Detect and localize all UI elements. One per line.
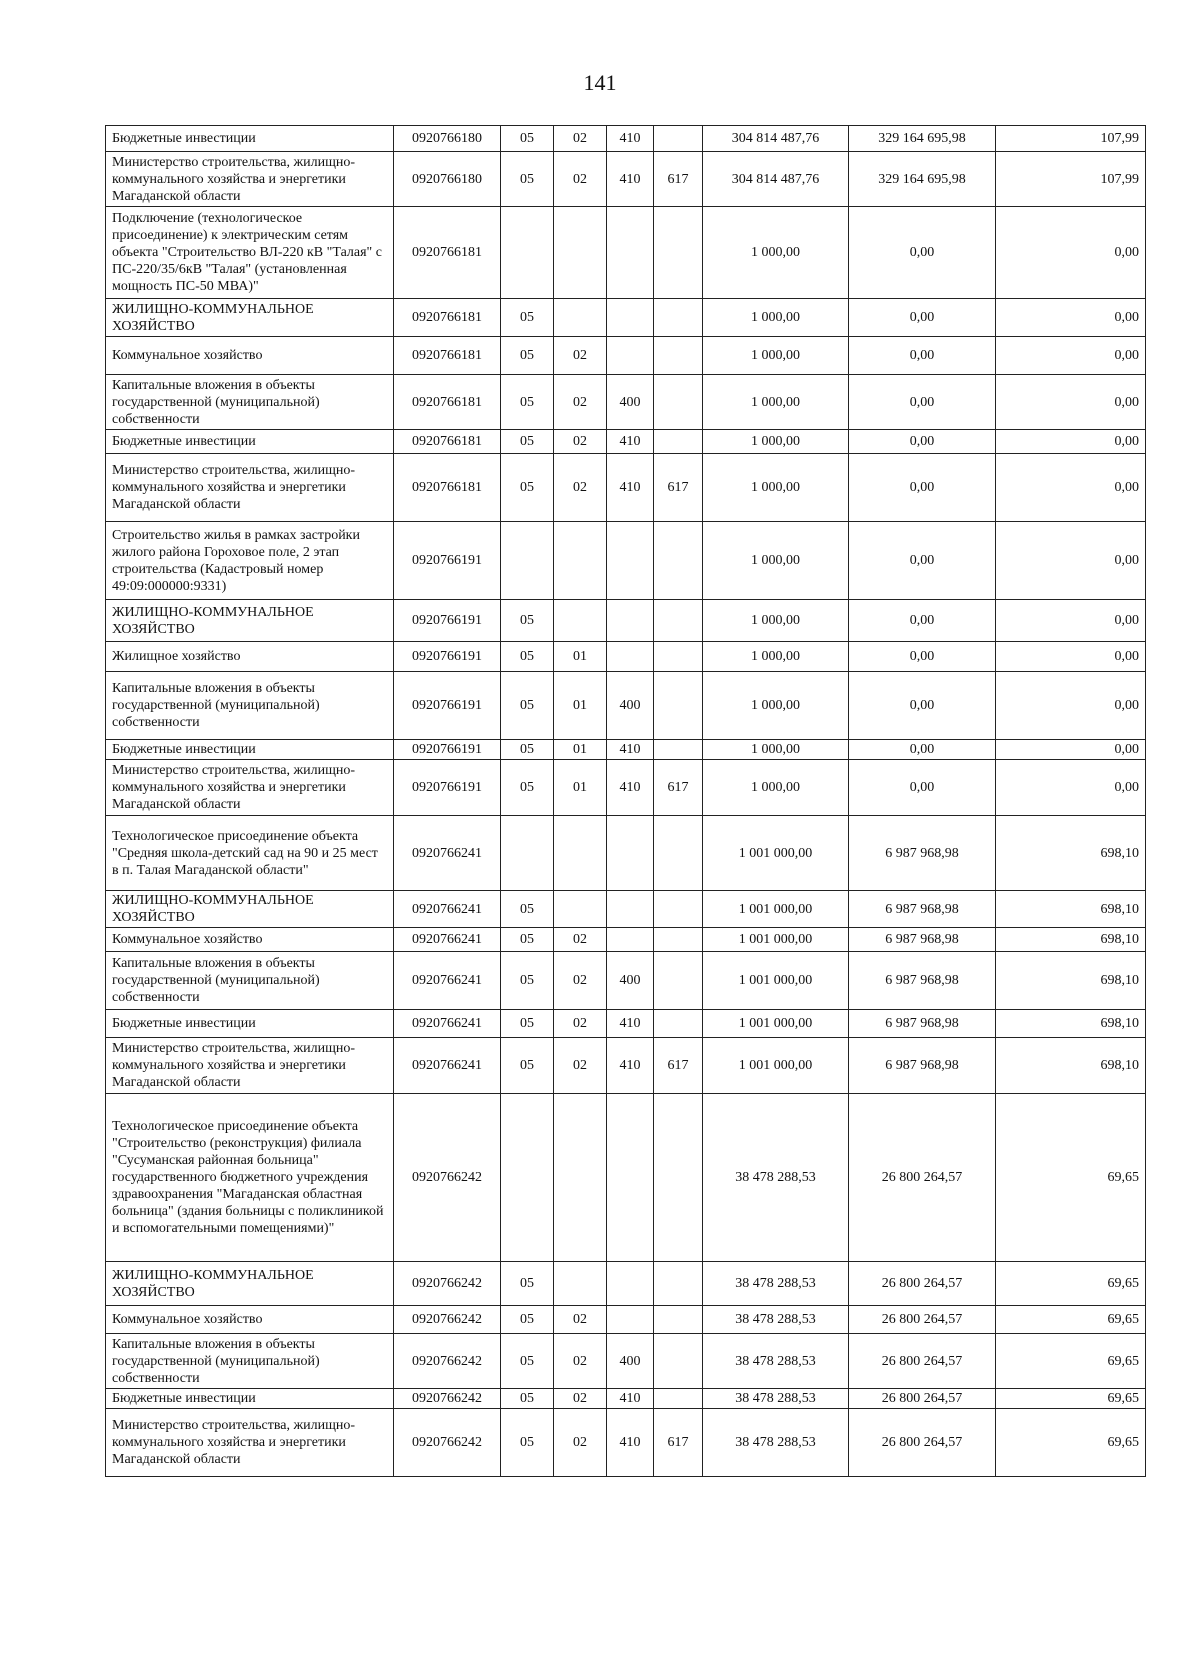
row-section: 05 [501,642,554,672]
row-administrator [654,600,703,642]
row-administrator: 617 [654,152,703,207]
row-name: Министерство строительства, жилищно-коммунального хозяйства и энергетики Магаданской области [106,760,394,816]
row-code: 0920766191 [394,522,501,600]
row-subsection [554,299,607,337]
row-percent: 69,65 [996,1094,1146,1262]
row-fact: 6 987 968,98 [849,891,996,928]
row-fact: 0,00 [849,299,996,337]
row-name: Коммунальное хозяйство [106,928,394,952]
row-section: 05 [501,126,554,152]
row-section: 05 [501,891,554,928]
row-code: 0920766242 [394,1389,501,1409]
table-row [106,1094,1146,1262]
row-fact: 6 987 968,98 [849,816,996,891]
row-fact: 26 800 264,57 [849,1094,996,1262]
row-fact: 26 800 264,57 [849,1334,996,1389]
row-expense-type: 410 [607,1409,654,1477]
row-fact: 6 987 968,98 [849,952,996,1010]
row-fact: 329 164 695,98 [849,126,996,152]
table-row [106,760,1146,816]
row-percent: 698,10 [996,816,1146,891]
row-code: 0920766241 [394,952,501,1010]
row-subsection: 02 [554,152,607,207]
row-percent: 0,00 [996,375,1146,430]
table-row [106,891,1146,928]
row-plan: 1 001 000,00 [703,816,849,891]
row-plan: 304 814 487,76 [703,126,849,152]
row-expense-type: 410 [607,454,654,522]
row-fact: 26 800 264,57 [849,1306,996,1334]
row-percent: 698,10 [996,928,1146,952]
row-name: Бюджетные инвестиции [106,1389,394,1409]
table-row [106,928,1146,952]
row-plan: 1 001 000,00 [703,1010,849,1038]
row-section: 05 [501,928,554,952]
row-name: Бюджетные инвестиции [106,1010,394,1038]
row-fact: 0,00 [849,375,996,430]
row-expense-type: 410 [607,1038,654,1094]
row-name: Министерство строительства, жилищно-коммунального хозяйства и энергетики Магаданской области [106,1038,394,1094]
row-fact: 26 800 264,57 [849,1389,996,1409]
row-administrator: 617 [654,1038,703,1094]
row-plan: 38 478 288,53 [703,1409,849,1477]
row-administrator: 617 [654,760,703,816]
row-code: 0920766241 [394,816,501,891]
row-fact: 0,00 [849,760,996,816]
row-subsection: 01 [554,740,607,760]
row-section: 05 [501,430,554,454]
row-code: 0920766242 [394,1334,501,1389]
row-subsection: 02 [554,1306,607,1334]
row-percent: 69,65 [996,1334,1146,1389]
row-expense-type: 410 [607,740,654,760]
table-row [106,642,1146,672]
row-expense-type [607,891,654,928]
row-percent: 0,00 [996,522,1146,600]
row-subsection: 02 [554,1389,607,1409]
row-fact: 0,00 [849,672,996,740]
row-section: 05 [501,1334,554,1389]
row-subsection [554,1262,607,1306]
row-subsection: 02 [554,375,607,430]
row-administrator: 617 [654,1409,703,1477]
row-fact: 26 800 264,57 [849,1262,996,1306]
row-expense-type [607,522,654,600]
row-fact: 6 987 968,98 [849,1038,996,1094]
row-percent: 0,00 [996,430,1146,454]
row-name: Капитальные вложения в объекты государственной (муниципальной) собственности [106,375,394,430]
row-administrator [654,928,703,952]
row-expense-type: 410 [607,760,654,816]
table-row [106,1262,1146,1306]
row-section: 05 [501,760,554,816]
table-row [106,672,1146,740]
row-plan: 304 814 487,76 [703,152,849,207]
row-administrator [654,299,703,337]
row-expense-type [607,1306,654,1334]
row-fact: 0,00 [849,207,996,299]
row-administrator [654,337,703,375]
row-administrator [654,522,703,600]
row-name: Министерство строительства, жилищно-коммунального хозяйства и энергетики Магаданской области [106,152,394,207]
row-name: ЖИЛИЩНО-КОММУНАЛЬНОЕ ХОЗЯЙСТВО [106,1262,394,1306]
row-administrator [654,816,703,891]
row-code: 0920766241 [394,928,501,952]
row-name: Коммунальное хозяйство [106,1306,394,1334]
row-section: 05 [501,1010,554,1038]
table-row [106,740,1146,760]
row-section [501,816,554,891]
row-section: 05 [501,1262,554,1306]
row-percent: 0,00 [996,600,1146,642]
row-name: Капитальные вложения в объекты государственной (муниципальной) собственности [106,672,394,740]
row-fact: 0,00 [849,454,996,522]
row-percent: 69,65 [996,1306,1146,1334]
table-row [106,1389,1146,1409]
row-expense-type [607,642,654,672]
row-name: ЖИЛИЩНО-КОММУНАЛЬНОЕ ХОЗЯЙСТВО [106,299,394,337]
row-fact: 0,00 [849,600,996,642]
row-fact: 6 987 968,98 [849,928,996,952]
table-row [106,375,1146,430]
row-percent: 0,00 [996,672,1146,740]
row-plan: 1 000,00 [703,454,849,522]
page-number: 141 [583,70,617,95]
row-name: Подключение (технологическое присоединение) к электрическим сетям объекта "Строительство ВЛ-220 кВ "Талая" с ПС-220/35/6кВ "Талая" (установленная мощность ПС-50 МВА)" [106,207,394,299]
row-section [501,207,554,299]
table-row [106,430,1146,454]
row-name: Министерство строительства, жилищно-коммунального хозяйства и энергетики Магаданской области [106,1409,394,1477]
row-code: 0920766181 [394,299,501,337]
row-percent: 0,00 [996,299,1146,337]
table-row [106,126,1146,152]
row-fact: 0,00 [849,522,996,600]
row-code: 0920766241 [394,1038,501,1094]
row-plan: 1 000,00 [703,375,849,430]
row-administrator [654,375,703,430]
row-code: 0920766181 [394,337,501,375]
row-plan: 38 478 288,53 [703,1306,849,1334]
row-plan: 1 001 000,00 [703,1038,849,1094]
row-plan: 1 000,00 [703,337,849,375]
row-fact: 26 800 264,57 [849,1409,996,1477]
row-subsection: 02 [554,430,607,454]
row-percent: 0,00 [996,760,1146,816]
row-percent: 69,65 [996,1409,1146,1477]
row-expense-type: 400 [607,375,654,430]
row-expense-type: 400 [607,1334,654,1389]
row-section: 05 [501,152,554,207]
row-subsection [554,816,607,891]
row-administrator [654,126,703,152]
row-name: Жилищное хозяйство [106,642,394,672]
table-body [106,126,1146,1477]
row-plan: 1 000,00 [703,760,849,816]
row-plan: 1 000,00 [703,642,849,672]
row-administrator [654,207,703,299]
row-section: 05 [501,337,554,375]
row-subsection [554,522,607,600]
table-row [106,1409,1146,1477]
row-administrator [654,952,703,1010]
row-name: Бюджетные инвестиции [106,740,394,760]
row-plan: 38 478 288,53 [703,1334,849,1389]
row-percent: 0,00 [996,207,1146,299]
row-name: Бюджетные инвестиции [106,430,394,454]
row-administrator [654,430,703,454]
row-subsection: 01 [554,760,607,816]
row-percent: 698,10 [996,1010,1146,1038]
row-section: 05 [501,740,554,760]
table-row [106,454,1146,522]
row-expense-type: 410 [607,1010,654,1038]
row-percent: 698,10 [996,952,1146,1010]
row-subsection [554,1094,607,1262]
row-expense-type: 410 [607,430,654,454]
row-subsection [554,600,607,642]
row-administrator [654,1094,703,1262]
row-name: Министерство строительства, жилищно-коммунального хозяйства и энергетики Магаданской области [106,454,394,522]
row-fact: 0,00 [849,642,996,672]
row-expense-type: 410 [607,126,654,152]
row-section [501,522,554,600]
row-expense-type [607,816,654,891]
row-plan: 1 001 000,00 [703,928,849,952]
row-subsection: 02 [554,1010,607,1038]
row-name: ЖИЛИЩНО-КОММУНАЛЬНОЕ ХОЗЯЙСТВО [106,600,394,642]
row-percent: 0,00 [996,337,1146,375]
row-subsection: 01 [554,672,607,740]
row-administrator [654,891,703,928]
row-expense-type [607,928,654,952]
row-subsection: 02 [554,337,607,375]
row-percent: 0,00 [996,642,1146,672]
row-code: 0920766241 [394,891,501,928]
row-percent: 0,00 [996,454,1146,522]
table-row [106,207,1146,299]
row-subsection: 02 [554,1334,607,1389]
row-code: 0920766191 [394,600,501,642]
row-plan: 1 001 000,00 [703,891,849,928]
row-subsection [554,891,607,928]
row-name: Технологическое присоединение объекта "Строительство (реконструкция) филиала "Сусуманская районная больница" государственного бюджетного учреждения здравоохранения "Магаданская областная больница" (здания больницы с поликлиникой и вспомогательными помещениями)" [106,1094,394,1262]
row-plan: 1 000,00 [703,522,849,600]
row-code: 0920766242 [394,1306,501,1334]
row-fact: 0,00 [849,740,996,760]
row-subsection: 02 [554,952,607,1010]
row-plan: 1 000,00 [703,672,849,740]
row-fact: 6 987 968,98 [849,1010,996,1038]
row-code: 0920766191 [394,740,501,760]
row-expense-type [607,600,654,642]
row-expense-type [607,337,654,375]
row-administrator [654,672,703,740]
row-administrator [654,1306,703,1334]
row-percent: 69,65 [996,1389,1146,1409]
row-expense-type [607,1094,654,1262]
row-section: 05 [501,299,554,337]
row-expense-type: 410 [607,1389,654,1409]
row-code: 0920766181 [394,207,501,299]
row-code: 0920766191 [394,642,501,672]
table-row [106,337,1146,375]
row-plan: 38 478 288,53 [703,1389,849,1409]
row-percent: 698,10 [996,891,1146,928]
row-subsection: 02 [554,126,607,152]
row-subsection: 02 [554,928,607,952]
row-code: 0920766181 [394,375,501,430]
row-administrator [654,642,703,672]
row-fact: 0,00 [849,337,996,375]
row-plan: 1 000,00 [703,207,849,299]
row-section [501,1094,554,1262]
table-row [106,522,1146,600]
table-row [106,152,1146,207]
row-code: 0920766181 [394,430,501,454]
row-name: Бюджетные инвестиции [106,126,394,152]
row-expense-type: 400 [607,952,654,1010]
table-row [106,299,1146,337]
row-code: 0920766241 [394,1010,501,1038]
row-name: ЖИЛИЩНО-КОММУНАЛЬНОЕ ХОЗЯЙСТВО [106,891,394,928]
row-administrator [654,740,703,760]
row-expense-type [607,207,654,299]
row-administrator [654,1010,703,1038]
row-plan: 1 000,00 [703,299,849,337]
row-administrator [654,1262,703,1306]
row-code: 0920766242 [394,1409,501,1477]
row-expense-type [607,299,654,337]
row-percent: 107,99 [996,126,1146,152]
table-row [106,1038,1146,1094]
row-fact: 329 164 695,98 [849,152,996,207]
row-section: 05 [501,952,554,1010]
row-plan: 38 478 288,53 [703,1094,849,1262]
row-code: 0920766180 [394,126,501,152]
row-section: 05 [501,454,554,522]
row-percent: 698,10 [996,1038,1146,1094]
row-code: 0920766191 [394,672,501,740]
table-row [106,952,1146,1010]
row-fact: 0,00 [849,430,996,454]
row-section: 05 [501,1306,554,1334]
table-row [106,600,1146,642]
row-subsection: 02 [554,1409,607,1477]
row-percent: 107,99 [996,152,1146,207]
row-expense-type: 400 [607,672,654,740]
row-code: 0920766242 [394,1094,501,1262]
row-subsection: 01 [554,642,607,672]
row-section: 05 [501,375,554,430]
row-administrator [654,1389,703,1409]
table-row [106,1306,1146,1334]
row-code: 0920766180 [394,152,501,207]
row-plan: 1 000,00 [703,740,849,760]
row-name: Строительство жилья в рамках застройки жилого района Гороховое поле, 2 этап строительства (Кадастровый номер 49:09:000000:9331) [106,522,394,600]
table-row [106,1010,1146,1038]
table-row [106,1334,1146,1389]
row-percent: 69,65 [996,1262,1146,1306]
row-expense-type [607,1262,654,1306]
row-subsection: 02 [554,454,607,522]
row-plan: 1 000,00 [703,600,849,642]
table-row [106,816,1146,891]
row-administrator [654,1334,703,1389]
row-administrator: 617 [654,454,703,522]
row-code: 0920766242 [394,1262,501,1306]
row-expense-type: 410 [607,152,654,207]
row-subsection: 02 [554,1038,607,1094]
row-section: 05 [501,600,554,642]
row-name: Коммунальное хозяйство [106,337,394,375]
row-plan: 1 001 000,00 [703,952,849,1010]
row-name: Капитальные вложения в объекты государственной (муниципальной) собственности [106,1334,394,1389]
budget-table [105,125,1146,1477]
row-name: Капитальные вложения в объекты государственной (муниципальной) собственности [106,952,394,1010]
row-code: 0920766181 [394,454,501,522]
row-section: 05 [501,672,554,740]
row-section: 05 [501,1409,554,1477]
row-plan: 38 478 288,53 [703,1262,849,1306]
row-name: Технологическое присоединение объекта "Средняя школа-детский сад на 90 и 25 мест в п. Талая Магаданской области" [106,816,394,891]
row-section: 05 [501,1038,554,1094]
row-section: 05 [501,1389,554,1409]
row-code: 0920766191 [394,760,501,816]
row-subsection [554,207,607,299]
row-plan: 1 000,00 [703,430,849,454]
row-percent: 0,00 [996,740,1146,760]
